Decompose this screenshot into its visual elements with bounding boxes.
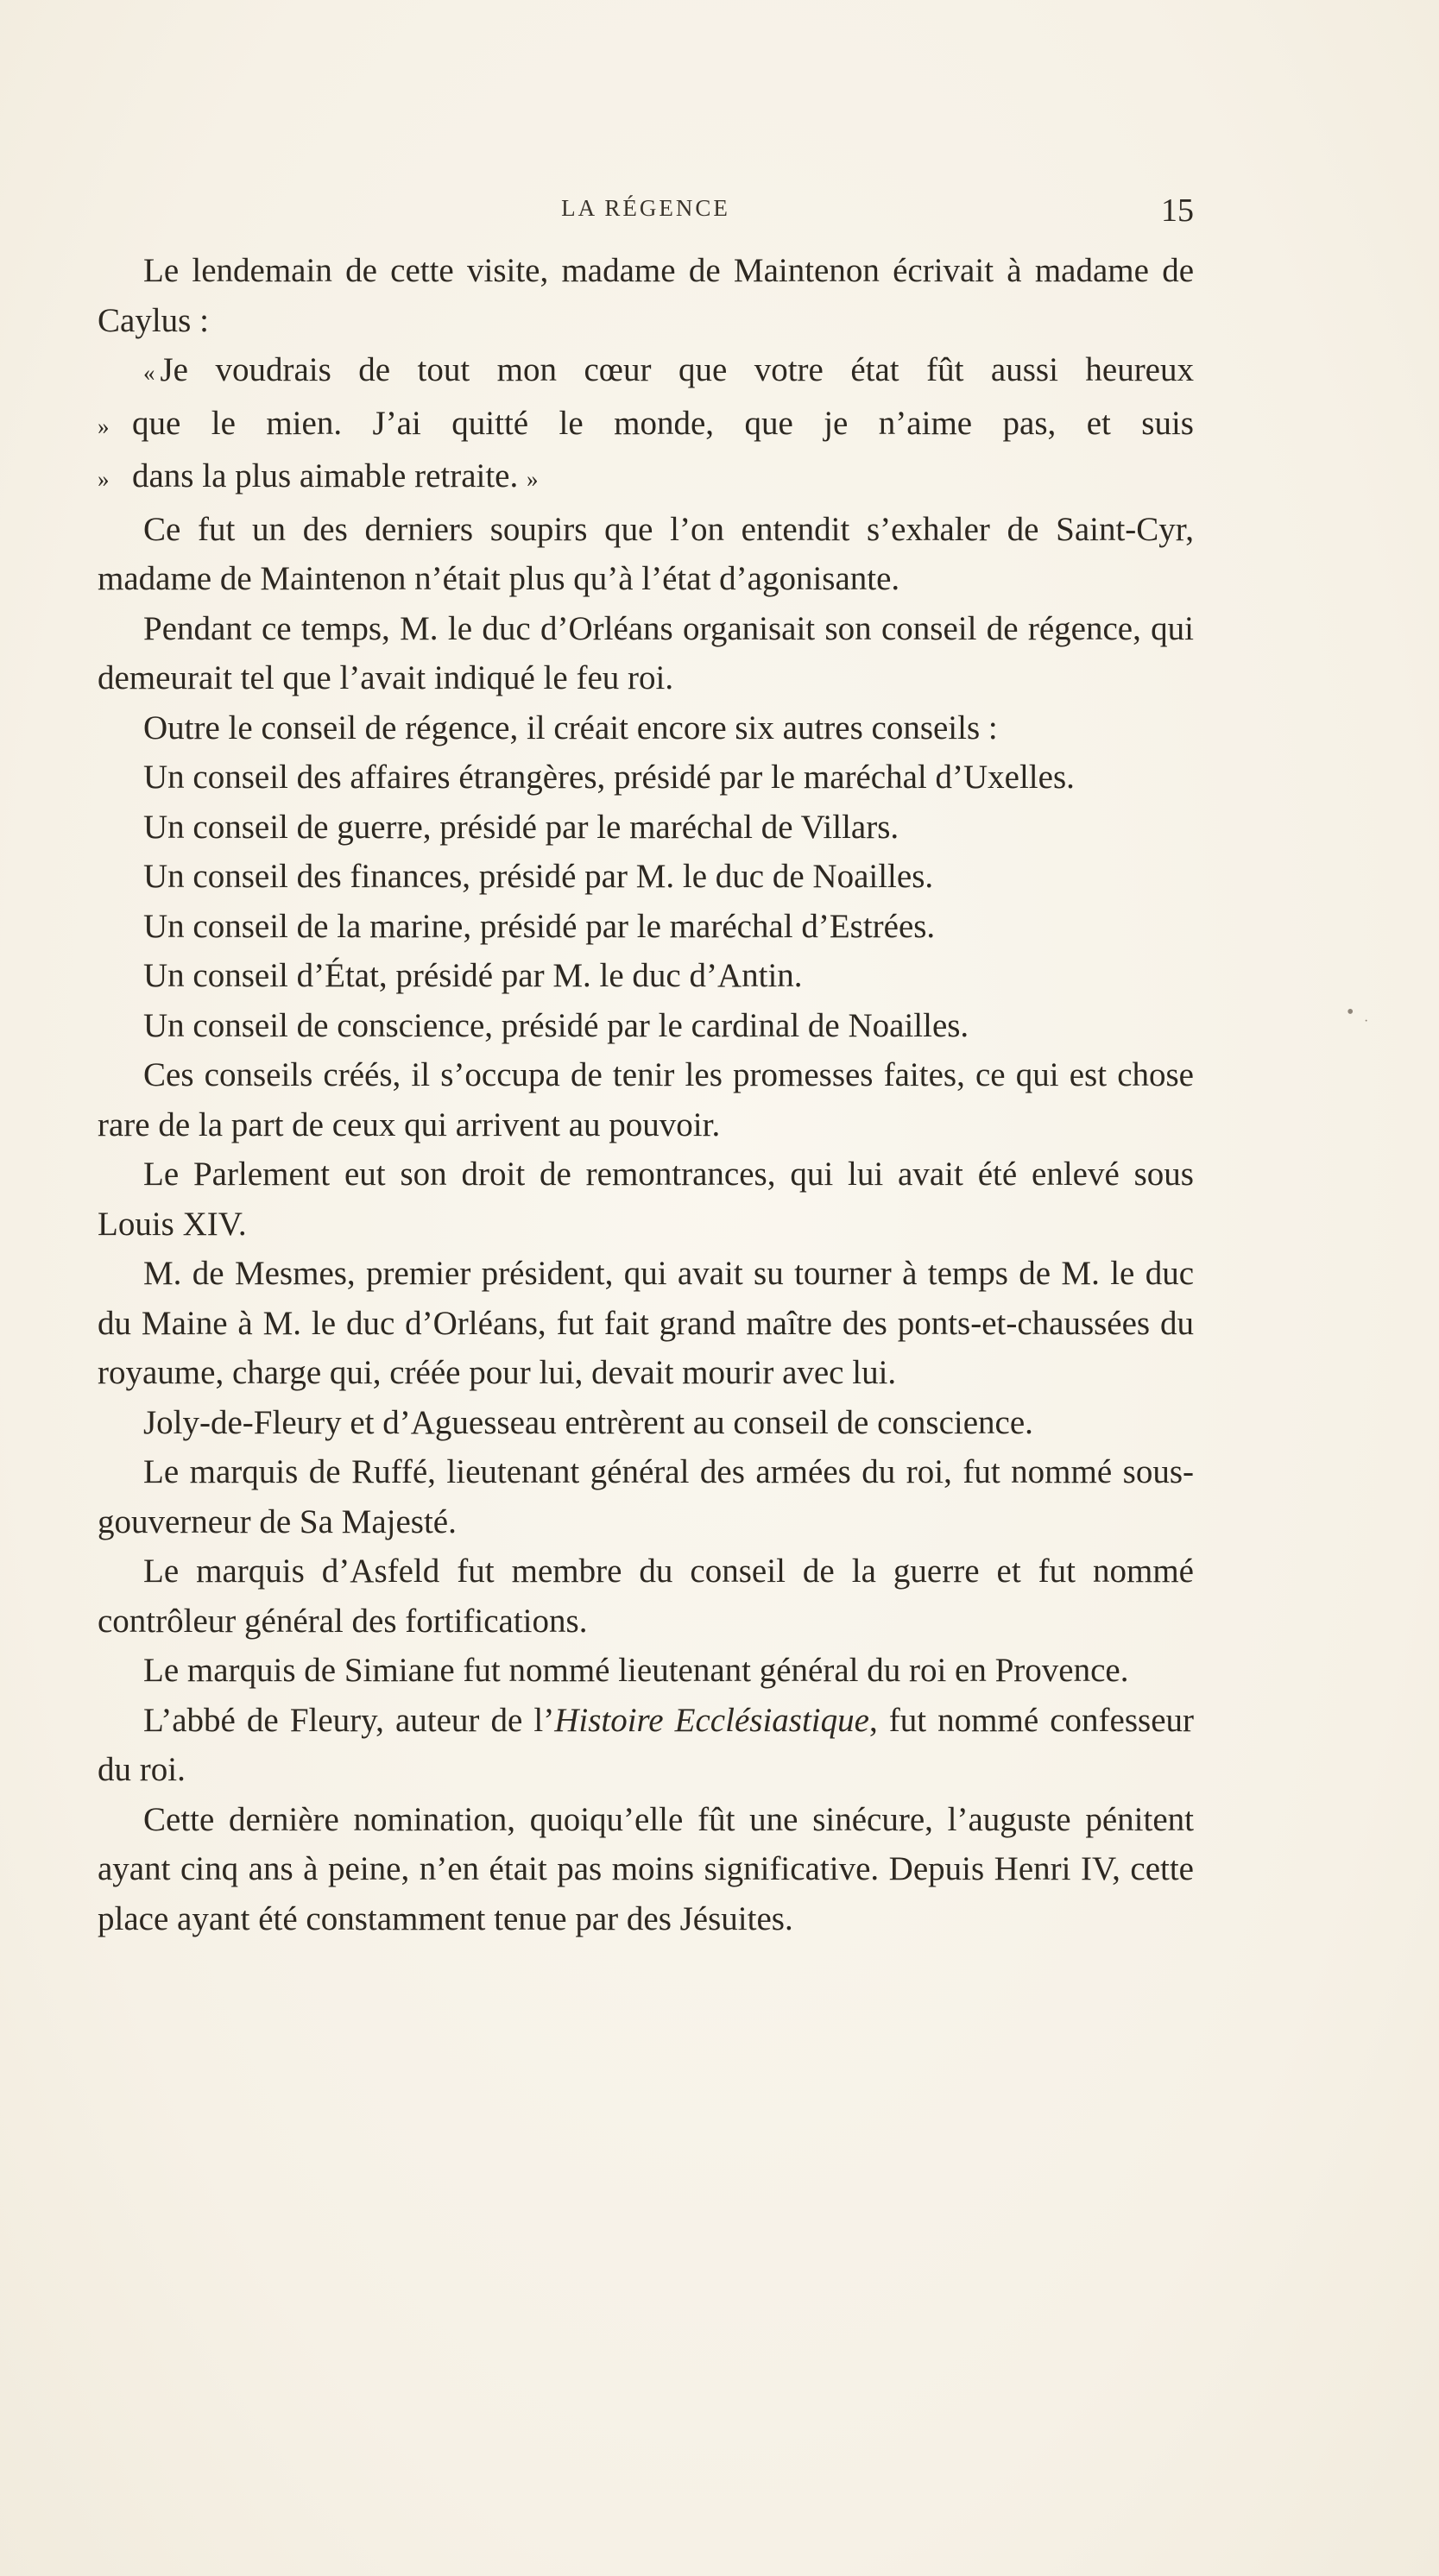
continuation-quote-mark: »	[98, 466, 110, 492]
running-header	[98, 192, 1194, 229]
paragraph: Le marquis d’Asfeld fut membre du conseil de la guerre et fut nommé contrôleur général des fortifications.	[98, 1553, 1194, 1640]
paragraph: Le Parlement eut son droit de remontrances, qui lui avait été enlevé sous Louis XIV.	[98, 1156, 1194, 1243]
open-quote-mark: «	[143, 360, 155, 386]
paragraph: Outre le conseil de régence, il créait encore six autres conseils :	[143, 709, 998, 746]
paragraph: Un conseil de conscience, présidé par le cardinal de Noailles.	[143, 1006, 969, 1044]
book-title: Histoire Ecclésiastique	[554, 1701, 869, 1739]
paragraph: Pendant ce temps, M. le duc d’Orléans organisait son conseil de régence, qui demeurait tel que l’avait indiqué le feu roi.	[98, 609, 1194, 696]
book-title-article: l’	[533, 1701, 555, 1739]
paragraph: Le lendemain de cette visite, madame de Maintenon écrivait à madame de Caylus :	[98, 252, 1194, 339]
continuation-quote-mark: »	[98, 413, 110, 439]
quote-line	[98, 399, 1194, 452]
paragraph: Cette dernière nomination, quoiqu’elle fût une sinécure, l’auguste pénitent ayant cinq ans à peine, n’en était pas moins significative. Depuis Henri IV, cette place ayant été constamment tenue par des Jésuites.	[98, 1800, 1194, 1937]
paragraph-text: L’abbé de Fleury, auteur de	[143, 1701, 534, 1739]
quote-line-text: que le mien. J’ai quitté le monde, que je n’aime pas, et suis	[132, 404, 1194, 442]
quotation	[98, 345, 1194, 505]
close-quote-mark: »	[527, 466, 539, 492]
paragraph: Ce fut un des derniers soupirs que l’on entendit s’exhaler de Saint-Cyr, madame de Maintenon n’était plus qu’à l’état d’agonisante.	[98, 510, 1194, 597]
paragraph: Le marquis de Simiane fut nommé lieutenant général du roi en Provence.	[143, 1652, 1129, 1689]
paragraph: Ces conseils créés, il s’occupa de tenir les promesses faites, ce qui est chose rare de la part de ceux qui arrivent au pouvoir.	[98, 1056, 1194, 1143]
quote-line	[98, 345, 1194, 399]
quote-line-text: Je voudrais de tout mon cœur que votre état fût aussi heureux	[160, 351, 1194, 388]
ink-speck: •	[1347, 1001, 1354, 1023]
paragraph: Un conseil d’État, présidé par M. le duc d’Antin.	[143, 957, 803, 994]
paragraph: Un conseil de la marine, présidé par le maréchal d’Estrées.	[143, 907, 936, 945]
paragraph: Un conseil de guerre, présidé par le maréchal de Villars.	[143, 808, 899, 846]
paragraph: Un conseil des affaires étrangères, présidé par le maréchal d’Uxelles.	[143, 759, 1075, 796]
ink-speck: ·	[1364, 1014, 1369, 1029]
quote-line	[98, 451, 1194, 505]
paragraph: Le marquis de Ruffé, lieutenant général des armées du roi, fut nommé sous-gouverneur de Sa Majesté.	[98, 1453, 1194, 1540]
running-title: LA RÉGENCE	[561, 195, 730, 221]
body-text	[98, 246, 1194, 1943]
quote-line-text: dans la plus aimable retraite.	[132, 457, 519, 494]
paragraph: M. de Mesmes, premier président, qui avait su tourner à temps de M. le duc du Maine à M. le duc d’Orléans, fut fait grand maître des ponts-et-chaussées du royaume, charge qui, créée pour lui, devait mourir avec lui.	[98, 1255, 1194, 1391]
paragraph	[98, 1696, 1194, 1795]
paragraph: Joly-de-Fleury et d’Aguesseau entrèrent au conseil de conscience.	[143, 1403, 1033, 1441]
paragraph: Un conseil des finances, présidé par M. le duc de Noailles.	[143, 858, 934, 895]
page-number: 15	[1161, 192, 1194, 229]
paragraph-text: , fut nommé confesseur du roi.	[98, 1701, 1194, 1788]
